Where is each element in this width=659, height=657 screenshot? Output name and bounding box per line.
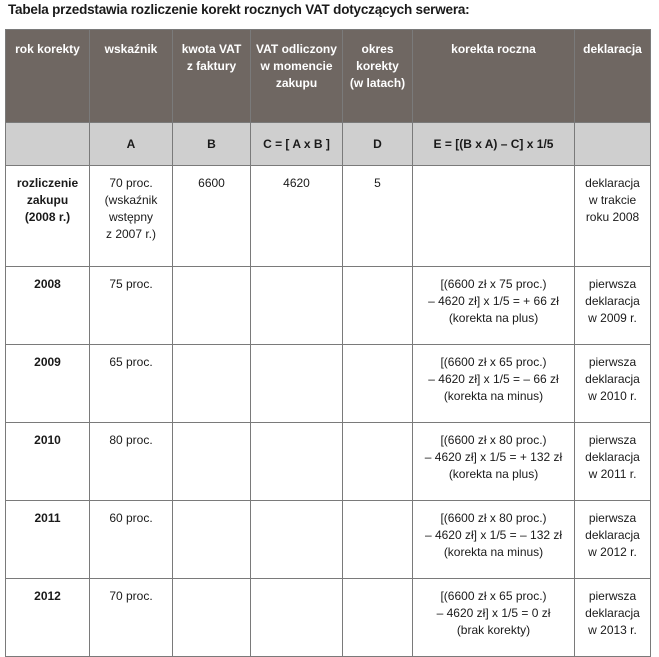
cell-indicator: 80 proc.	[90, 423, 173, 501]
cell-indicator: 70 proc. (wskaźnik wstępny z 2007 r.)	[90, 166, 173, 267]
symbol-row	[6, 123, 651, 166]
cell-vat-invoice: 6600	[173, 166, 251, 267]
cell-year: 2011	[6, 501, 90, 579]
cell-period	[343, 579, 413, 657]
cell-vat-invoice	[173, 345, 251, 423]
cell-period	[343, 423, 413, 501]
cell-year: 2009	[6, 345, 90, 423]
table-row	[6, 501, 651, 579]
cell-period: 5	[343, 166, 413, 267]
cell-declaration: deklaracja w trakcie roku 2008	[575, 166, 651, 267]
cell-vat-deducted	[251, 423, 343, 501]
header-row	[6, 30, 651, 123]
cell-declaration: pierwsza deklaracja w 2010 r.	[575, 345, 651, 423]
cell-year: 2010	[6, 423, 90, 501]
symbol-b: B	[173, 123, 251, 166]
cell-vat-deducted	[251, 501, 343, 579]
header-deklaracja: deklaracja	[575, 30, 651, 123]
cell-vat-deducted: 4620	[251, 166, 343, 267]
cell-declaration: pierwsza deklaracja w 2011 r.	[575, 423, 651, 501]
cell-indicator: 65 proc.	[90, 345, 173, 423]
symbol-c: C = [ A x B ]	[251, 123, 343, 166]
vat-correction-table	[5, 29, 651, 657]
cell-year: rozliczenie zakupu (2008 r.)	[6, 166, 90, 267]
table-row	[6, 423, 651, 501]
symbol-a: A	[90, 123, 173, 166]
table-row	[6, 579, 651, 657]
cell-vat-invoice	[173, 423, 251, 501]
header-okres-korekty: okres korekty (w latach)	[343, 30, 413, 123]
cell-year: 2008	[6, 267, 90, 345]
cell-correction: [(6600 zł x 65 proc.) – 4620 zł] x 1/5 = 0 zł (brak korekty)	[413, 579, 575, 657]
table-row	[6, 345, 651, 423]
cell-vat-deducted	[251, 345, 343, 423]
cell-correction	[413, 166, 575, 267]
symbol-d: D	[343, 123, 413, 166]
header-rok-korekty: rok korekty	[6, 30, 90, 123]
cell-correction: [(6600 zł x 80 proc.) – 4620 zł] x 1/5 = – 132 zł (korekta na minus)	[413, 501, 575, 579]
table-row	[6, 267, 651, 345]
cell-correction: [(6600 zł x 75 proc.) – 4620 zł] x 1/5 = + 66 zł (korekta na plus)	[413, 267, 575, 345]
symbol-e: E = [(B x A) – C] x 1/5	[413, 123, 575, 166]
cell-declaration: pierwsza deklaracja w 2009 r.	[575, 267, 651, 345]
cell-period	[343, 267, 413, 345]
cell-indicator: 70 proc.	[90, 579, 173, 657]
cell-vat-deducted	[251, 579, 343, 657]
cell-vat-invoice	[173, 501, 251, 579]
cell-vat-deducted	[251, 267, 343, 345]
cell-declaration: pierwsza deklaracja w 2013 r.	[575, 579, 651, 657]
cell-vat-invoice	[173, 267, 251, 345]
cell-indicator: 75 proc.	[90, 267, 173, 345]
cell-declaration: pierwsza deklaracja w 2012 r.	[575, 501, 651, 579]
cell-year: 2012	[6, 579, 90, 657]
cell-vat-invoice	[173, 579, 251, 657]
header-kwota-vat: kwota VAT z faktury	[173, 30, 251, 123]
table-row	[6, 166, 651, 267]
cell-correction: [(6600 zł x 65 proc.) – 4620 zł] x 1/5 = – 66 zł (korekta na minus)	[413, 345, 575, 423]
header-vat-odliczony: VAT odliczony w momencie zakupu	[251, 30, 343, 123]
header-wskaznik: wskaźnik	[90, 30, 173, 123]
cell-period	[343, 501, 413, 579]
symbol-rok-korekty	[6, 123, 90, 166]
cell-indicator: 60 proc.	[90, 501, 173, 579]
header-korekta-roczna: korekta roczna	[413, 30, 575, 123]
symbol-deklaracja	[575, 123, 651, 166]
cell-period	[343, 345, 413, 423]
table-caption: Tabela przedstawia rozliczenie korekt rocznych VAT dotyczących serwera:	[8, 2, 470, 17]
cell-correction: [(6600 zł x 80 proc.) – 4620 zł] x 1/5 = + 132 zł (korekta na plus)	[413, 423, 575, 501]
